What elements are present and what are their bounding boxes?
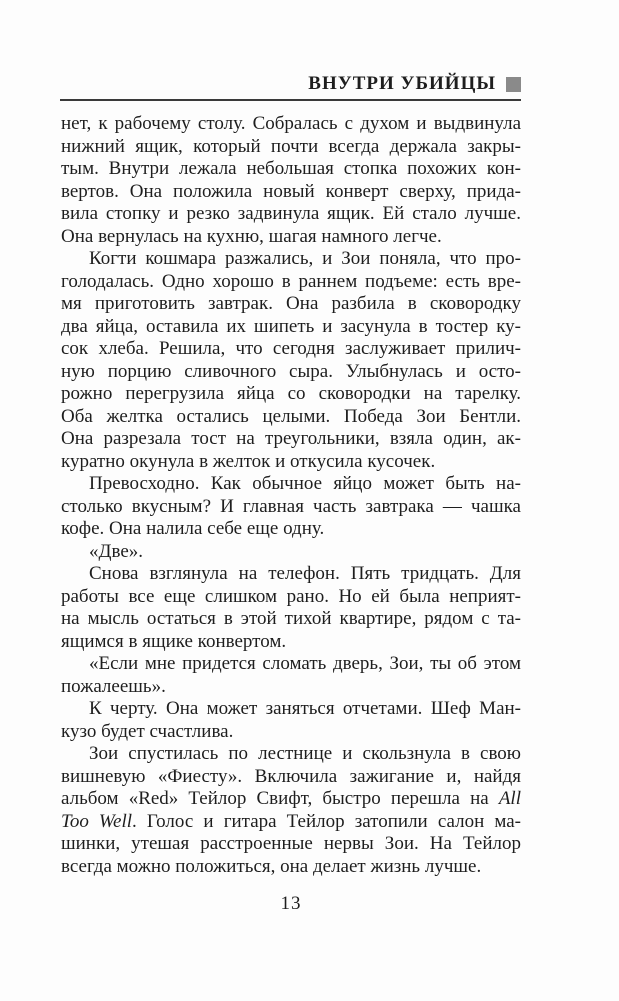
- text-line: [61, 608, 521, 631]
- text-line: [61, 248, 521, 271]
- text-run: Оба желтка остались целыми. Победа Зои Бентли.: [61, 405, 521, 427]
- text-line: [61, 203, 521, 226]
- page-number: 13: [280, 893, 302, 914]
- italic-text-run: All: [498, 788, 521, 809]
- text-line: [61, 631, 521, 654]
- text-line: [61, 811, 521, 834]
- text-line: [61, 316, 521, 339]
- text-run: К черту. Она может заняться отчетами. Шеф Ман-: [89, 698, 521, 719]
- text-line: [61, 113, 521, 136]
- text-line: [61, 473, 521, 496]
- text-run: кофе. Она налила себе еще одну.: [61, 518, 325, 539]
- paragraph: [61, 248, 521, 473]
- paragraph: [61, 473, 521, 541]
- text-run: куратно окунула в желток и откусила кусочек.: [61, 450, 436, 472]
- text-line: [61, 721, 521, 744]
- text-line: [61, 338, 521, 361]
- text-line: [61, 451, 521, 474]
- text-line: [61, 383, 521, 406]
- text-run: на мысль остаться в этой тихой квартире, рядом с та-: [61, 608, 521, 629]
- text-line: [61, 676, 521, 699]
- paragraph: [61, 743, 521, 878]
- text-line: [61, 563, 521, 586]
- text-line: [61, 766, 521, 789]
- text-run: работы все еще слишком рано. Но ей была неприят-: [61, 585, 521, 607]
- paragraph: [61, 563, 521, 653]
- text-line: [61, 293, 521, 316]
- text-run: ную порцию сливочного сыра. Улыбнулась и осто-: [61, 360, 521, 382]
- text-line: [61, 743, 521, 766]
- text-run: вила стопку и резко задвинула ящик. Ей стало лучше.: [61, 203, 521, 224]
- text-line: [61, 158, 521, 181]
- text-run: сок хлеба. Решила, что сегодня заслуживает прилич-: [61, 338, 521, 359]
- text-run: шинки, утешая расстроенные нервы Зои. На Тейлор: [61, 833, 521, 854]
- text-run: рожно перегрузила яйца со сковородки на тарелку.: [61, 383, 521, 404]
- text-run: ящимся в ящике конвертом.: [61, 630, 287, 652]
- text-line: [61, 518, 521, 541]
- running-header: [60, 74, 521, 101]
- paragraph: [61, 541, 521, 564]
- text-run: голодалась. Одно хорошо в раннем подъеме: есть вре-: [61, 270, 521, 292]
- text-run: тым. Внутри лежала небольшая стопка похожих кон-: [61, 158, 521, 179]
- italic-text-run: Too Well: [61, 810, 133, 832]
- text-run: мя приготовить завтрак. Она разбила в сковородку: [61, 293, 521, 314]
- text-line: [61, 541, 521, 564]
- text-run: кузо будет счастлива.: [61, 720, 234, 742]
- paragraph: [61, 113, 521, 248]
- text-line: [61, 406, 521, 429]
- text-run: Когти кошмара разжались, и Зои поняла, что про-: [89, 248, 521, 269]
- text-run: вертов. Она положила новый конверт сверху, прида-: [61, 180, 521, 202]
- text-run: «Две».: [89, 540, 144, 562]
- text-line: [61, 428, 521, 451]
- paragraph: [61, 698, 521, 743]
- text-run: Превосходно. Как обычное яйцо может быть на-: [89, 473, 521, 494]
- text-run: . Голос и гитара Тейлор затопили салон ма-: [132, 810, 522, 832]
- text-run: Она вернулась на кухню, шагая намного легче.: [61, 225, 442, 247]
- text-run: Снова взглянула на телефон. Пять тридцать. Для: [89, 563, 521, 584]
- text-line: [61, 226, 521, 249]
- text-line: [61, 361, 521, 384]
- text-line: [61, 788, 521, 811]
- text-run: нижний ящик, который почти всегда держала закры-: [61, 135, 521, 157]
- running-header-title: ВНУТРИ УБИЙЦЫ: [308, 73, 496, 94]
- text-line: [61, 496, 521, 519]
- text-line: [61, 698, 521, 721]
- text-line: [61, 586, 521, 609]
- text-line: [61, 136, 521, 159]
- text-run: Зои спустилась по лестнице и скользнула в свою: [89, 743, 521, 764]
- text-line: [61, 856, 521, 879]
- text-run: вишневую «Фиесту». Включила зажигание и, найдя: [61, 765, 521, 787]
- text-run: всегда можно положиться, она делает жизнь лучше.: [61, 855, 482, 877]
- text-line: [61, 653, 521, 676]
- paragraph: [61, 653, 521, 698]
- text-run: Она разрезала тост на треугольники, взяла один, ак-: [61, 428, 521, 449]
- square-bullet-icon: [506, 77, 521, 92]
- text-line: [61, 833, 521, 856]
- text-run: два яйца, оставила их шипеть и засунула в тостер ку-: [61, 315, 521, 337]
- text-line: [61, 271, 521, 294]
- text-run: пожалеешь».: [61, 675, 166, 697]
- body-text: [61, 113, 521, 878]
- text-line: [61, 181, 521, 204]
- text-run: альбом «Red» Тейлор Свифт, быстро перешла на: [61, 788, 499, 809]
- text-run: столько вкусным? И главная часть завтрака — чашка: [61, 495, 521, 517]
- text-run: «Если мне придется сломать дверь, Зои, ты об этом: [89, 653, 521, 674]
- text-run: нет, к рабочему столу. Собралась с духом и выдвинула: [61, 113, 521, 134]
